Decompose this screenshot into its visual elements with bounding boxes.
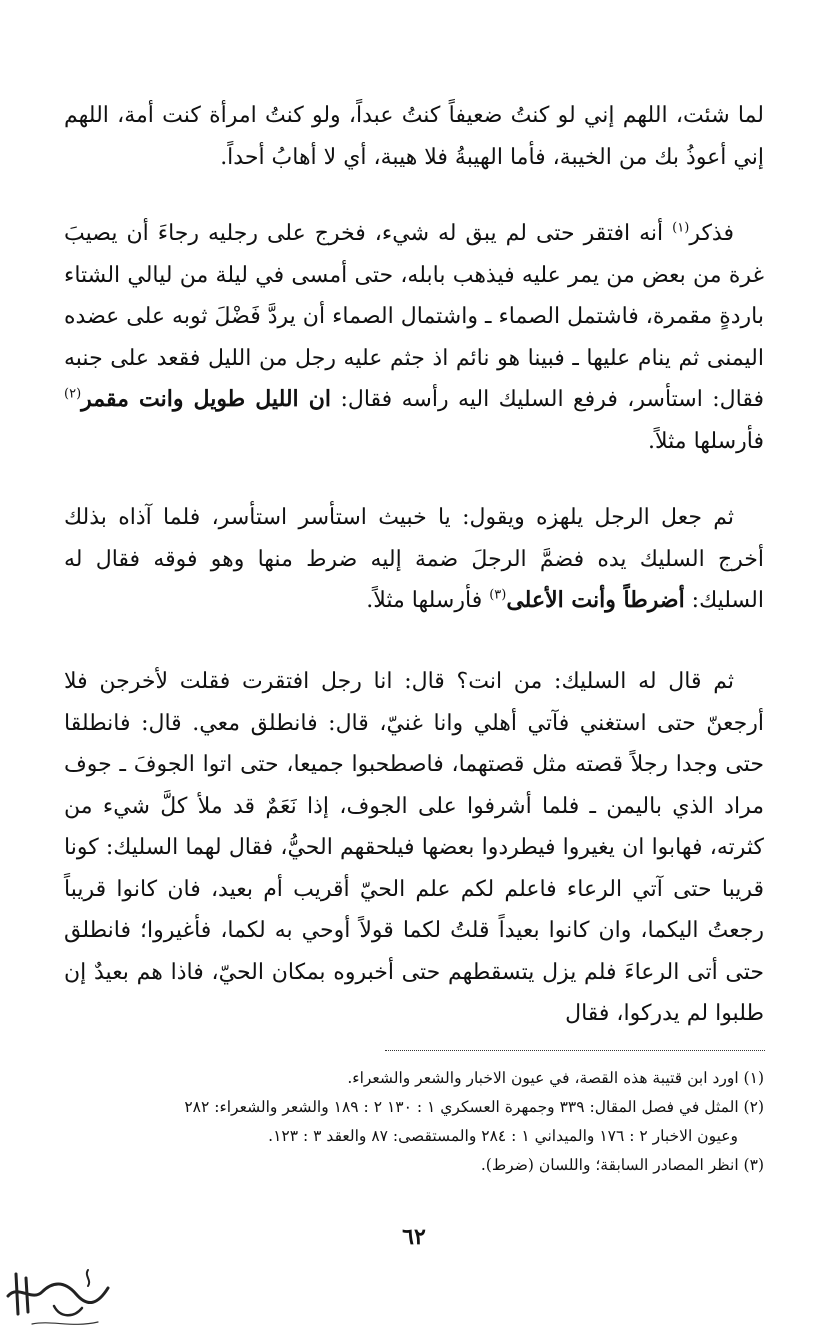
paragraph-2-part-a: فذكر (689, 221, 734, 246)
paragraph-2-part-c: فأرسلها مثلاً. (648, 428, 764, 454)
paragraph-1-text: لما شئت، اللهم إني لو كنتُ ضعيفاً كنتُ عبداً، ولو كنتُ امرأة كنت أمة، اللهم إني أعوذُ بك من الخيبة، فأما الهيبةُ فلا هيبة، أي لا أهابُ أحداً. (64, 103, 764, 170)
footnote-ref-2: (٢) (64, 386, 82, 402)
calligraphy-logo (2, 1262, 114, 1334)
paragraph-3-part-c: فأرسلها مثلاً. (366, 588, 490, 613)
footnote-1: (١) اورد ابن قتيبة هذه القصة، في عيون الاخبار والشعر والشعراء. (347, 1069, 764, 1087)
proverb-1: ان الليل طويل وانت مقمر (81, 386, 332, 412)
page-number: ٦٢ (402, 1224, 426, 1250)
paragraph-2 (64, 213, 764, 462)
footnote-ref-1: (١) (672, 220, 690, 236)
paragraph-1 (64, 95, 764, 178)
paragraph-3 (64, 497, 764, 622)
footnote-3: (٣) انظر المصادر السابقة؛ واللسان (ضرط). (480, 1156, 764, 1174)
footnote-ref-3: (٣) (489, 587, 507, 603)
footnote-separator (385, 1050, 765, 1051)
footnotes (64, 1064, 764, 1180)
paragraph-2-text (64, 213, 764, 462)
paragraph-2-part-b: أنه افتقر حتى لم يبق له شيء، فخرج على رجليه رجاءَ أن يصيبَ غرة من بعض من يمر عليه فيذهب بابله، حتى أمسى في ليلة من ليالي الشتاء باردةٍ مقمرة، فاشتمل الصماء ـ واشتمال الصماء أن يردَّ فَضْلَ ثوبه على عضده اليمنى ثم ينام عليها ـ فبينا هو نائم اذ جثم عليه رجل من الليل فقعد على جنبه فقال: استأسر، فرفع السليك اليه رأسه فقال: (64, 221, 764, 412)
proverb-2: أضرطاً وأنت الأعلى (506, 587, 685, 613)
paragraph-4 (64, 661, 764, 1035)
footnote-2-continued: وعيون الاخبار ٢ : ١٧٦ والميداني ١ : ٢٨٤ والمستقصى: ٨٧ والعقد ٣ : ١٢٣. (268, 1127, 738, 1145)
paragraph-3-part-a: ثم جعل الرجل يلهزه ويقول: يا خبيث استأسر استأسر، فلما آذاه بذلك أخرج السليك يده فضمَّ الرجلَ ضمة إليه ضرط منها وهو فوقه فقال له السليك: (64, 505, 764, 613)
paragraph-4-text: ثم قال له السليك: من انت؟ قال: انا رجل افتقرت فقلت لأخرجن فلا أرجعنّ حتى استغني فآتي أهلي وانا غنيّ، قال: فانطلق معي. قال: فانطلقا حتى وجدا رجلاً قصته مثل قصتهما، فاصطحبوا جميعا، حتى اتوا الجوفَ ـ جوف مراد الذي باليمن ـ فلما أشرفوا على الجوف، إذا نَعَمٌ قد ملأ كلَّ شيء من كثرته، فهابوا ان يغيروا فيطردوا بعضها فيلحقهم الحيُّ، فقال لهما السليك: كونا قريبا حتى آتي الرعاء فاعلم لكم علم الحيّ أقريب أم بعيد، فان كانوا قريباً رجعتُ اليكما، وان كانوا بعيداً قلتُ لكما قولاً أوحي به لكما، فأغيروا؛ فانطلق حتى أتى الرعاءَ فلم يزل يتسقطهم حتى أخبروه بمكان الحيّ، فاذا هم بعيدٌ إن طلبوا لم يدركوا، فقال (64, 669, 764, 1026)
footnote-2: (٢) المثل في فصل المقال: ٣٣٩ وجمهرة العسكري ١ : ١٣٠ ٢ : ١٨٩ والشعر والشعراء: ٢٨٢ (184, 1098, 764, 1116)
paragraph-3-text (64, 497, 764, 622)
